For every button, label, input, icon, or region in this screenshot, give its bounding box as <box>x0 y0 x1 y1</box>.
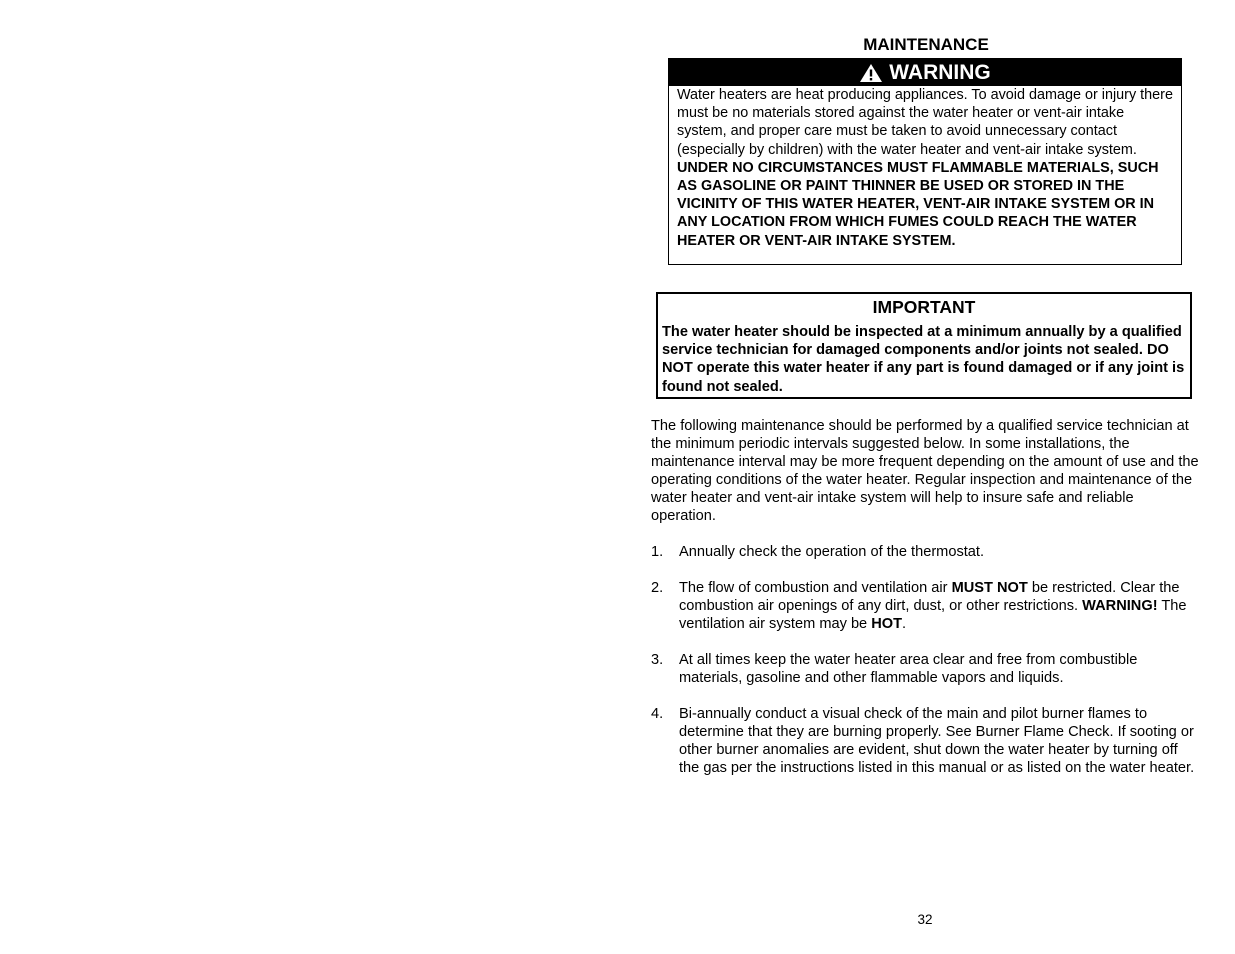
list-item-text-part: The flow of combustion and ventilation air <box>679 580 952 596</box>
important-body: The water heater should be inspected at a minimum annually by a qualified service technician for damaged components and/or joints not sealed. DO NOT operate this water heater if any part is found damaged or if any joint is found not sealed. <box>662 324 1185 395</box>
warning-triangle-icon <box>859 63 883 83</box>
list-item-text-bold: MUST NOT <box>951 580 1028 596</box>
warning-body <box>669 86 1181 250</box>
warning-label: WARNING <box>889 60 991 84</box>
important-title: IMPORTANT <box>872 297 976 317</box>
list-item-text <box>679 579 1199 633</box>
list-item-text: Annually check the operation of the thermostat. <box>679 544 985 560</box>
page-number: 32 <box>917 912 933 927</box>
list-item-text-part: be restricted. Clear the combustion air openings of any dirt, dust, or other restrictions. <box>679 580 1180 614</box>
list-item <box>651 651 1199 687</box>
list-item-number: 2. <box>651 580 664 596</box>
list-item <box>651 579 1199 633</box>
list-item <box>651 705 1199 777</box>
list-item-number: 4. <box>651 706 664 722</box>
important-box <box>656 292 1192 399</box>
list-item-text: Bi-annually conduct a visual check of the main and pilot burner flames to determine that they are burning properly. See Burner Flame Check. If sooting or other burner anomalies are evident, shut down the water heater by turning off the gas per the instructions listed in this manual or as listed on the water heater. <box>679 706 1195 776</box>
list-item-text: At all times keep the water heater area clear and free from combustible materials, gasoline and other flammable vapors and liquids. <box>679 652 1138 686</box>
warning-text-bold: UNDER NO CIRCUMSTANCES MUST FLAMMABLE MATERIALS, SUCH AS GASOLINE OR PAINT THINNER BE USED OR STORED IN THE VICINITY OF THIS WATER HEATER, VENT-AIR INTAKE SYSTEM OR IN ANY LOCATION FROM WHICH FUMES COULD REACH THE WATER HEATER OR VENT-AIR INTAKE SYSTEM. <box>677 159 1159 249</box>
list-item-number: 1. <box>651 544 664 560</box>
list-item-text-bold: WARNING! <box>1082 598 1158 614</box>
list-item-number: 3. <box>651 652 664 668</box>
list-item-text-part: The ventilation air system may be <box>679 598 1187 632</box>
warning-box <box>668 58 1182 265</box>
page-title: MAINTENANCE <box>863 35 989 54</box>
list-item-text-bold: HOT <box>871 616 903 632</box>
intro-paragraph: The following maintenance should be performed by a qualified service technician at the minimum periodic intervals suggested below. In some installations, the maintenance interval may be more frequent depending on the amount of use and the operating conditions of the water heater. Regular inspection and maintenance of the water heater and vent-air intake system will help to insure safe and reliable operation. <box>651 418 1199 524</box>
warning-header <box>669 59 1181 86</box>
maintenance-list <box>651 543 1199 795</box>
list-item <box>651 543 1199 561</box>
warning-text: Water heaters are heat producing appliances. To avoid damage or injury there must be no materials stored against the water heater or vent-air intake system, and proper care must be taken to avoid unnecessary contact (especially by children) with the water heater and vent-air intake system. <box>677 87 1173 158</box>
list-item-text-part: . <box>902 616 907 632</box>
